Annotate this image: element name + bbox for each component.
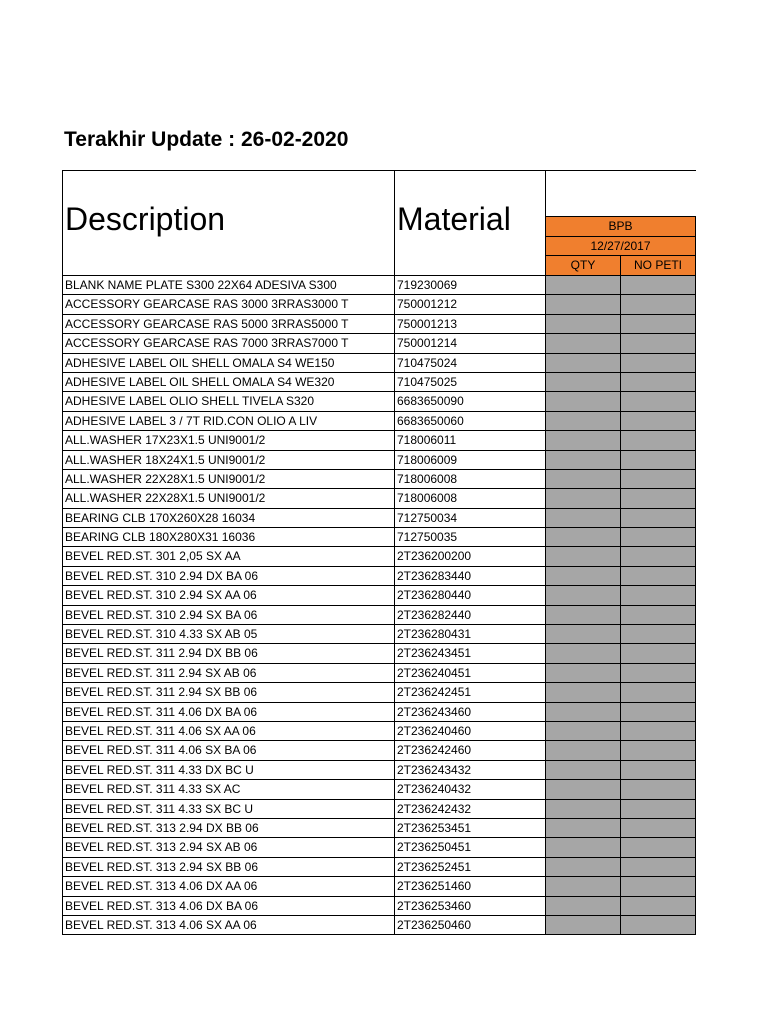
table-row (62, 294, 696, 313)
no-peti-cell[interactable] (620, 643, 696, 663)
material-cell: 2T236253460 (394, 896, 546, 916)
qty-cell[interactable] (545, 857, 621, 877)
no-peti-cell[interactable] (620, 605, 696, 625)
no-peti-cell[interactable] (620, 469, 696, 489)
material-cell: 2T236280431 (394, 624, 546, 644)
qty-cell[interactable] (545, 294, 621, 314)
material-cell: 710475025 (394, 372, 546, 392)
description-cell: BEVEL RED.ST. 311 4.06 SX AA 06 (62, 721, 395, 741)
no-peti-cell[interactable] (620, 450, 696, 470)
no-peti-cell[interactable] (620, 488, 696, 508)
description-cell: ADHESIVE LABEL OIL SHELL OMALA S4 WE150 (62, 353, 395, 373)
description-cell: ADHESIVE LABEL OLIO SHELL TIVELA S320 (62, 391, 395, 411)
no-peti-cell[interactable] (620, 546, 696, 566)
description-cell: BEVEL RED.ST. 311 4.06 DX BA 06 (62, 702, 395, 722)
qty-cell[interactable] (545, 333, 621, 353)
no-peti-cell[interactable] (620, 430, 696, 450)
group-header-date: 12/27/2017 (545, 236, 696, 256)
qty-cell[interactable] (545, 779, 621, 799)
material-cell: 6683650090 (394, 391, 546, 411)
table-row (62, 469, 696, 488)
update-title: Terakhir Update : 26-02-2020 (64, 128, 349, 151)
qty-cell[interactable] (545, 682, 621, 702)
no-peti-cell[interactable] (620, 896, 696, 916)
table-row (62, 896, 696, 915)
no-peti-cell[interactable] (620, 682, 696, 702)
no-peti-cell[interactable] (620, 721, 696, 741)
no-peti-cell[interactable] (620, 411, 696, 431)
qty-cell[interactable] (545, 566, 621, 586)
material-cell: 712750034 (394, 508, 546, 528)
table-row (62, 799, 696, 818)
description-cell: BEVEL RED.ST. 313 4.06 DX AA 06 (62, 876, 395, 896)
material-cell: 2T236250451 (394, 837, 546, 857)
material-cell: 719230069 (394, 275, 546, 295)
table-row (62, 566, 696, 585)
material-cell: 2T236242451 (394, 682, 546, 702)
description-cell: ALL.WASHER 17X23X1.5 UNI9001/2 (62, 430, 395, 450)
material-cell: 2T236280440 (394, 585, 546, 605)
table-row (62, 779, 696, 798)
material-cell: 750001212 (394, 294, 546, 314)
material-cell: 2T236240432 (394, 779, 546, 799)
description-cell: ALL.WASHER 22X28X1.5 UNI9001/2 (62, 488, 395, 508)
qty-cell[interactable] (545, 740, 621, 760)
material-cell: 6683650060 (394, 411, 546, 431)
table-row (62, 275, 696, 294)
no-peti-cell[interactable] (620, 702, 696, 722)
description-cell: ACCESSORY GEARCASE RAS 7000 3RRAS7000 T (62, 333, 395, 353)
column-header-material: Material (394, 170, 546, 276)
qty-cell[interactable] (545, 585, 621, 605)
material-cell: 2T236242460 (394, 740, 546, 760)
no-peti-cell[interactable] (620, 508, 696, 528)
qty-cell[interactable] (545, 391, 621, 411)
table-row (62, 546, 696, 565)
material-cell: 750001214 (394, 333, 546, 353)
table-row (62, 624, 696, 643)
no-peti-cell[interactable] (620, 275, 696, 295)
no-peti-cell[interactable] (620, 566, 696, 586)
qty-cell[interactable] (545, 488, 621, 508)
table-row (62, 391, 696, 410)
material-cell: 718006009 (394, 450, 546, 470)
material-cell: 2T236283440 (394, 566, 546, 586)
table-row (62, 643, 696, 662)
description-cell: BEVEL RED.ST. 310 2.94 SX BA 06 (62, 605, 395, 625)
material-cell: 2T236282440 (394, 605, 546, 625)
description-cell: BEVEL RED.ST. 313 2.94 SX BB 06 (62, 857, 395, 877)
column-header-qty: QTY (545, 255, 621, 276)
no-peti-cell[interactable] (620, 915, 696, 935)
qty-cell[interactable] (545, 624, 621, 644)
table-row (62, 488, 696, 507)
description-cell: BEVEL RED.ST. 310 2.94 SX AA 06 (62, 585, 395, 605)
table-row (62, 450, 696, 469)
description-cell: BEARING CLB 170X260X28 16034 (62, 508, 395, 528)
no-peti-cell[interactable] (620, 818, 696, 838)
qty-cell[interactable] (545, 508, 621, 528)
no-peti-cell[interactable] (620, 353, 696, 373)
material-cell: 2T236253451 (394, 818, 546, 838)
qty-cell[interactable] (545, 818, 621, 838)
material-cell: 718006011 (394, 430, 546, 450)
material-cell: 712750035 (394, 527, 546, 547)
table-row (62, 702, 696, 721)
qty-cell[interactable] (545, 915, 621, 935)
qty-cell[interactable] (545, 314, 621, 334)
inventory-table (62, 170, 696, 936)
material-cell: 718006008 (394, 469, 546, 489)
qty-cell[interactable] (545, 896, 621, 916)
description-cell: BEVEL RED.ST. 310 4.33 SX AB 05 (62, 624, 395, 644)
no-peti-cell[interactable] (620, 294, 696, 314)
qty-cell[interactable] (545, 450, 621, 470)
qty-cell[interactable] (545, 275, 621, 295)
qty-cell[interactable] (545, 527, 621, 547)
table-row (62, 372, 696, 391)
description-cell: BEVEL RED.ST. 311 4.33 DX BC U (62, 760, 395, 780)
table-row (62, 818, 696, 837)
description-cell: BLANK NAME PLATE S300 22X64 ADESIVA S300 (62, 275, 395, 295)
column-header-description: Description (62, 170, 395, 276)
description-cell: ACCESSORY GEARCASE RAS 3000 3RRAS3000 T (62, 294, 395, 314)
description-cell: BEVEL RED.ST. 311 2.94 SX AB 06 (62, 663, 395, 683)
table-row (62, 682, 696, 701)
qty-cell[interactable] (545, 411, 621, 431)
description-cell: BEVEL RED.ST. 313 2.94 DX BB 06 (62, 818, 395, 838)
material-cell: 2T236240460 (394, 721, 546, 741)
no-peti-cell[interactable] (620, 585, 696, 605)
description-cell: BEVEL RED.ST. 311 2.94 SX BB 06 (62, 682, 395, 702)
description-cell: BEVEL RED.ST. 313 2.94 SX AB 06 (62, 837, 395, 857)
qty-cell[interactable] (545, 799, 621, 819)
description-cell: ALL.WASHER 18X24X1.5 UNI9001/2 (62, 450, 395, 470)
table-row (62, 585, 696, 604)
no-peti-cell[interactable] (620, 314, 696, 334)
table-row (62, 314, 696, 333)
qty-cell[interactable] (545, 430, 621, 450)
qty-cell[interactable] (545, 837, 621, 857)
no-peti-cell[interactable] (620, 857, 696, 877)
no-peti-cell[interactable] (620, 876, 696, 896)
no-peti-cell[interactable] (620, 333, 696, 353)
table-row (62, 527, 696, 546)
no-peti-cell[interactable] (620, 663, 696, 683)
table-row (62, 605, 696, 624)
qty-cell[interactable] (545, 760, 621, 780)
no-peti-cell[interactable] (620, 624, 696, 644)
description-cell: BEVEL RED.ST. 313 4.06 SX AA 06 (62, 915, 395, 935)
table-row (62, 915, 696, 934)
material-cell: 2T236200200 (394, 546, 546, 566)
qty-cell[interactable] (545, 702, 621, 722)
qty-cell[interactable] (545, 663, 621, 683)
material-cell: 750001213 (394, 314, 546, 334)
material-cell: 2T236243432 (394, 760, 546, 780)
table-row (62, 430, 696, 449)
material-cell: 2T236242432 (394, 799, 546, 819)
no-peti-cell[interactable] (620, 799, 696, 819)
table-row (62, 333, 696, 352)
description-cell: BEVEL RED.ST. 311 4.33 SX AC (62, 779, 395, 799)
description-cell: BEVEL RED.ST. 310 2.94 DX BA 06 (62, 566, 395, 586)
group-header-bpb: BPB (545, 216, 696, 237)
table-row (62, 508, 696, 527)
material-cell: 2T236251460 (394, 876, 546, 896)
qty-cell[interactable] (545, 546, 621, 566)
table-row (62, 857, 696, 876)
table-row (62, 876, 696, 895)
table-row (62, 411, 696, 430)
description-cell: BEVEL RED.ST. 313 4.06 DX BA 06 (62, 896, 395, 916)
qty-cell[interactable] (545, 721, 621, 741)
qty-cell[interactable] (545, 353, 621, 373)
table-row (62, 760, 696, 779)
qty-cell[interactable] (545, 876, 621, 896)
description-cell: BEVEL RED.ST. 311 4.33 SX BC U (62, 799, 395, 819)
table-row (62, 837, 696, 856)
table-row (62, 353, 696, 372)
material-cell: 2T236243460 (394, 702, 546, 722)
description-cell: BEVEL RED.ST. 301 2,05 SX AA (62, 546, 395, 566)
no-peti-cell[interactable] (620, 760, 696, 780)
description-cell: ADHESIVE LABEL 3 / 7T RID.CON OLIO A LIV (62, 411, 395, 431)
description-cell: ALL.WASHER 22X28X1.5 UNI9001/2 (62, 469, 395, 489)
no-peti-cell[interactable] (620, 837, 696, 857)
description-cell: ACCESSORY GEARCASE RAS 5000 3RRAS5000 T (62, 314, 395, 334)
qty-cell[interactable] (545, 469, 621, 489)
table-row (62, 740, 696, 759)
description-cell: BEVEL RED.ST. 311 2.94 DX BB 06 (62, 643, 395, 663)
no-peti-cell[interactable] (620, 779, 696, 799)
material-cell: 2T236243451 (394, 643, 546, 663)
table-body (62, 275, 696, 934)
description-cell: ADHESIVE LABEL OIL SHELL OMALA S4 WE320 (62, 372, 395, 392)
no-peti-cell[interactable] (620, 372, 696, 392)
material-cell: 2T236250460 (394, 915, 546, 935)
no-peti-cell[interactable] (620, 391, 696, 411)
material-cell: 2T236252451 (394, 857, 546, 877)
qty-cell[interactable] (545, 643, 621, 663)
material-cell: 710475024 (394, 353, 546, 373)
description-cell: BEARING CLB 180X280X31 16036 (62, 527, 395, 547)
description-cell: BEVEL RED.ST. 311 4.06 SX BA 06 (62, 740, 395, 760)
column-header-no-peti: NO PETI (620, 255, 696, 276)
table-row (62, 721, 696, 740)
material-cell: 718006008 (394, 488, 546, 508)
qty-cell[interactable] (545, 605, 621, 625)
header-blank-cell (545, 170, 696, 217)
table-row (62, 663, 696, 682)
qty-cell[interactable] (545, 372, 621, 392)
no-peti-cell[interactable] (620, 740, 696, 760)
material-cell: 2T236240451 (394, 663, 546, 683)
no-peti-cell[interactable] (620, 527, 696, 547)
